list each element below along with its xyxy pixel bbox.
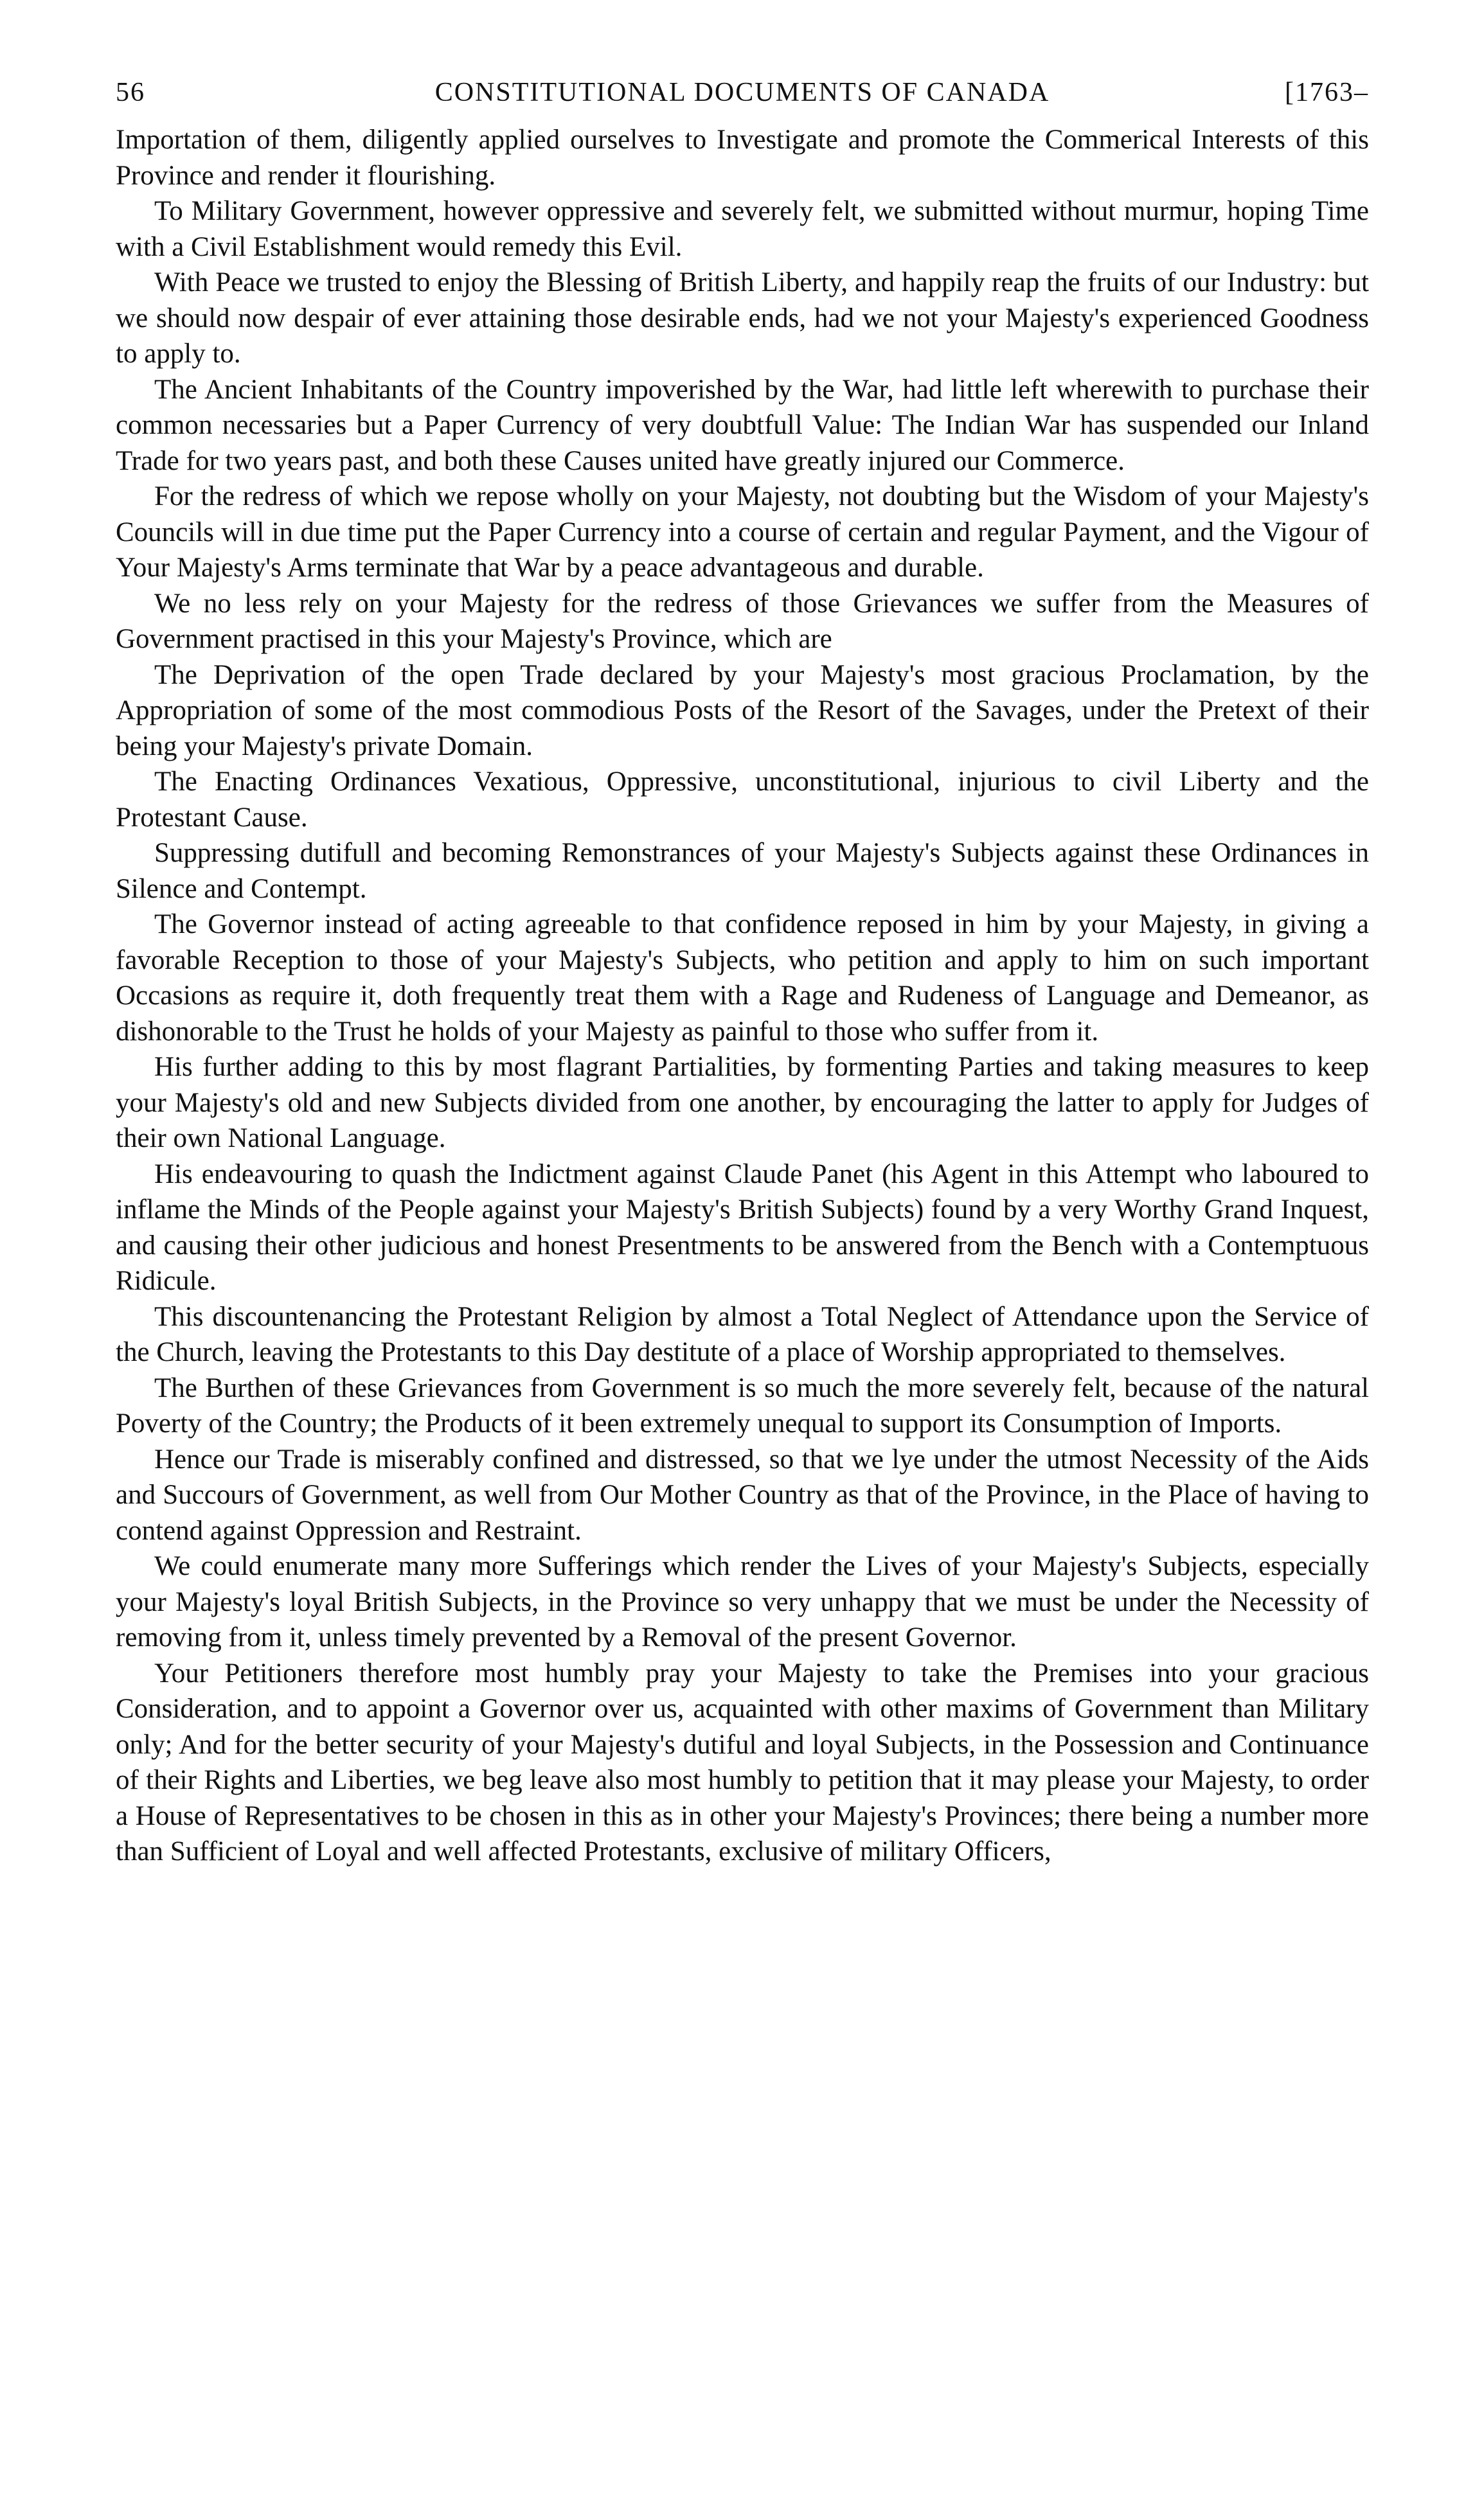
date-range: [1763– — [1285, 78, 1369, 107]
paragraph: Importation of them, diligently applied ourselves to Investigate and promote the Commerical Interests of this Province and render it flourishing. — [116, 125, 1369, 191]
document-body — [116, 122, 1369, 1870]
page-number: 56 — [116, 78, 145, 107]
paragraph: The Deprivation of the open Trade declared by your Majesty's most gracious Proclamation, by the Appropriation of some of the most commodious Posts of the Resort of the Savages, under the Pretext of their being your Majesty's private Domain. — [116, 659, 1369, 761]
running-header — [116, 77, 1369, 122]
paragraph: The Governor instead of acting agreeable to that confidence reposed in him by your Majesty, in giving a favorable Reception to those of your Majesty's Subjects, who petition and apply to him on such important Occasions as require it, doth frequently treat them with a Rage and Rudeness of Language and Demeanor, as dishonorable to the Trust he holds of your Majesty as painful to those who suffer from it. — [116, 909, 1369, 1047]
paragraph: We could enumerate many more Sufferings which render the Lives of your Majesty's Subjects, especially your Majesty's loyal British Subjects, in the Province so very unhappy that we must be under the Necessity of removing from it, unless timely prevented by a Removal of the present Governor. — [116, 1551, 1369, 1653]
document-page — [116, 77, 1369, 1870]
paragraph: This discountenancing the Protestant Religion by almost a Total Neglect of Attendance upon the Service of the Church, leaving the Protestants to this Day destitute of a place of Worship appropriated to themselves. — [116, 1301, 1369, 1367]
paragraph: To Military Government, however oppressive and severely felt, we submitted without murmur, hoping Time with a Civil Establishment would remedy this Evil. — [116, 196, 1369, 262]
paragraph: Your Petitioners therefore most humbly pray your Majesty to take the Premises into your gracious Consideration, and to appoint a Governor over us, acquainted with other maxims of Government than Military only; And for the better security of your Majesty's dutiful and loyal Subjects, in the Possession and Continuance of their Rights and Liberties, we beg leave also most humbly to petition that it may please your Majesty, to order a House of Representatives to be chosen in this as in other your Majesty's Provinces; there being a number more than Sufficient of Loyal and well affected Protestants, exclusive of military Officers, — [116, 1658, 1369, 1867]
paragraph: The Enacting Ordinances Vexatious, Oppressive, unconstitutional, injurious to civil Liberty and the Protestant Cause. — [116, 767, 1369, 833]
paragraph: The Burthen of these Grievances from Government is so much the more severely felt, because of the natural Poverty of the Country; the Products of it been extremely unequal to support its Consumption of Imports. — [116, 1372, 1369, 1439]
running-title: CONSTITUTIONAL DOCUMENTS OF CANADA — [434, 78, 1050, 107]
paragraph: For the redress of which we repose wholly on your Majesty, not doubting but the Wisdom of your Majesty's Councils will in due time put the Paper Currency into a course of certain and regular Payment, and the Vigour of Your Majesty's Arms terminate that War by a peace advantageous and durable. — [116, 481, 1369, 583]
paragraph: The Ancient Inhabitants of the Country impoverished by the War, had little left wherewith to purchase their common necessaries but a Paper Currency of very doubtfull Value: The Indian War has suspended our Inland Trade for two years past, and both these Causes united have greatly injured our Commerce. — [116, 374, 1369, 476]
paragraph: His further adding to this by most flagrant Partialities, by formenting Parties and taking measures to keep your Majesty's old and new Subjects divided from one another, by encouraging the latter to apply for Judges of their own National Language. — [116, 1052, 1369, 1153]
paragraph: His endeavouring to quash the Indictment against Claude Panet (his Agent in this Attempt who laboured to inflame the Minds of the People against your Majesty's British Subjects) found by a very Worthy Grand Inquest, and causing their other judicious and honest Presentments to be answered from the Bench with a Contemptuous Ridicule. — [116, 1158, 1369, 1296]
paragraph: Hence our Trade is miserably confined and distressed, so that we lye under the utmost Necessity of the Aids and Succours of Government, as well from Our Mother Country as that of the Province, in the Place of having to contend against Oppression and Restraint. — [116, 1444, 1369, 1546]
paragraph: With Peace we trusted to enjoy the Blessing of British Liberty, and happily reap the fruits of our Industry: but we should now despair of ever attaining those desirable ends, had we not your Majesty's experienced Goodness to apply to. — [116, 267, 1369, 369]
paragraph: We no less rely on your Majesty for the redress of those Grievances we suffer from the Measures of Government practised in this your Majesty's Province, which are — [116, 588, 1369, 654]
paragraph: Suppressing dutifull and becoming Remonstrances of your Majesty's Subjects against these Ordinances in Silence and Contempt. — [116, 838, 1369, 904]
